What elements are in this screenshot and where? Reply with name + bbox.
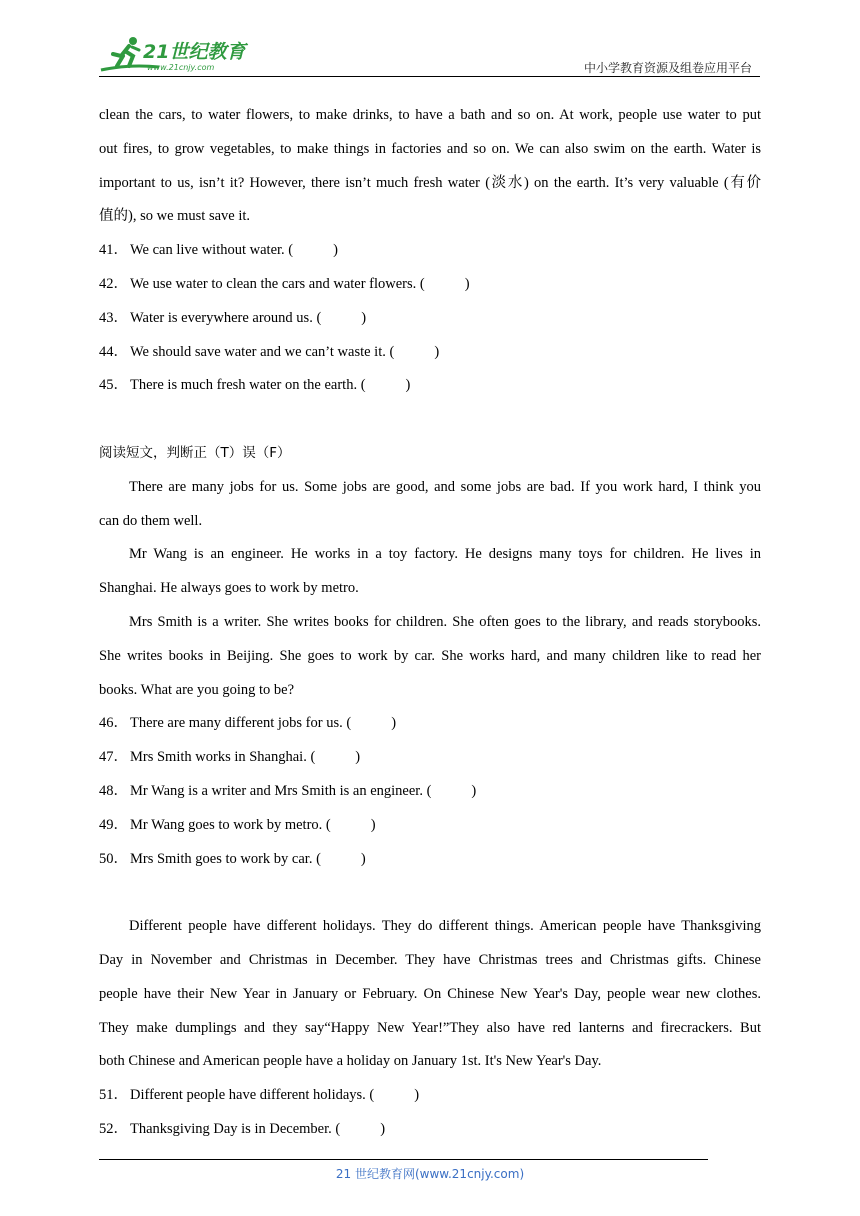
question-close: )	[405, 377, 411, 394]
question-number: 45．	[99, 377, 128, 394]
question-number: 41．	[99, 242, 128, 259]
question-close: )	[391, 715, 397, 732]
section-spacer	[99, 876, 761, 910]
question-number: 48．	[99, 782, 128, 799]
question-item	[99, 843, 761, 877]
question-number: 46．	[99, 715, 128, 732]
passage-line: There are many jobs for us. Some jobs are good, and some jobs are bad. If you work hard, I think you	[129, 478, 761, 495]
document-body	[99, 99, 761, 1147]
question-close: )	[361, 309, 367, 326]
question-text: Thanksgiving Day is in December. (	[130, 1120, 341, 1137]
questions-water	[99, 234, 761, 403]
logo-text: 21世纪教育	[143, 41, 246, 63]
question-text: We should save water and we can’t waste it. (	[130, 343, 395, 360]
question-item	[99, 1079, 761, 1113]
question-number: 43．	[99, 309, 128, 326]
question-text: Different people have different holidays. (	[130, 1087, 375, 1104]
passage-line: clean the cars, to water flowers, to make drinks, to have a bath and so on. At work, people use water to put	[99, 107, 761, 123]
question-close: )	[333, 242, 338, 259]
question-item	[99, 809, 761, 843]
question-text: Mrs Smith works in Shanghai. (	[130, 749, 316, 766]
logo-url: www.21cnjy.com	[147, 63, 215, 72]
passage-line: Mrs Smith is a writer. She writes books for children. She often goes to the library, and reads storybooks.	[129, 613, 761, 630]
passage-line: out fires, to grow vegetables, to make things in factories and so on. We can also swim on the earth. Water is	[99, 140, 761, 157]
page-footer: 21 世纪教育网(www.21cnjy.com)	[335, 1167, 525, 1181]
question-close: )	[360, 850, 366, 867]
question-item	[99, 268, 761, 302]
question-text: Mrs Smith goes to work by car. (	[130, 850, 321, 867]
footer-divider	[99, 1159, 708, 1160]
question-item	[99, 741, 761, 775]
question-close: )	[471, 782, 477, 799]
section-spacer	[99, 403, 761, 437]
question-number: 52．	[99, 1120, 128, 1137]
question-item	[99, 302, 761, 336]
passage-line: Mr Wang is an engineer. He works in a toy factory. He designs many toys for children. He lives in	[129, 546, 761, 563]
passage-line: Shanghai. He always goes to work by metro.	[99, 580, 359, 597]
question-number: 50．	[99, 850, 128, 867]
section-instruction: 阅读短文，判断正（T）误（F）	[99, 444, 291, 461]
question-number: 44．	[99, 343, 128, 360]
logo	[99, 34, 259, 74]
site-name: 中小学教育资源及组卷应用平台	[583, 61, 752, 75]
passage-jobs	[99, 437, 761, 707]
question-text: There are many different jobs for us. (	[130, 715, 352, 732]
passage-line: They make dumplings and they say“Happy New Year!”They also have red lanterns and firecrackers. But	[99, 1019, 761, 1036]
question-text: Water is everywhere around us. (	[130, 309, 322, 326]
question-close: )	[355, 749, 361, 766]
question-close: )	[414, 1087, 420, 1104]
passage-line: Day in November and Christmas in December. They have Christmas trees and Christmas gifts. Chinese	[99, 951, 761, 968]
passage-line: She writes books in Beijing. She goes to work by car. She works hard, and many children like to read her	[99, 647, 761, 664]
questions-holidays	[99, 1079, 761, 1147]
passage-line: can do them well.	[99, 512, 203, 529]
passage-line: important to us, isn’t it? However, there isn’t much fresh water (淡水) on the earth. It’s very valuable (有价	[99, 174, 761, 191]
question-item	[99, 234, 761, 268]
question-number: 42．	[99, 275, 128, 292]
question-item	[99, 707, 761, 741]
runner-logo-icon	[99, 34, 259, 74]
question-text: There is much fresh water on the earth. (	[130, 377, 366, 394]
page-header	[99, 30, 760, 78]
passage-line: Different people have different holidays. They do different things. American people have Thanksgiving	[129, 918, 761, 935]
question-text: Mr Wang is a writer and Mrs Smith is an engineer. (	[130, 782, 432, 799]
passage-line: both Chinese and American people have a holiday on January 1st. It's New Year's Day.	[99, 1053, 602, 1070]
question-close: )	[434, 343, 440, 360]
question-number: 49．	[99, 816, 128, 833]
header-divider	[99, 76, 760, 77]
passage-holidays	[99, 910, 761, 1079]
passage-line: books. What are you going to be?	[99, 681, 295, 698]
question-number: 51．	[99, 1087, 128, 1104]
question-close: )	[370, 816, 376, 833]
question-number: 47．	[99, 749, 128, 766]
question-item	[99, 775, 761, 809]
passage-line: people have their New Year in January or February. On Chinese New Year's Day, people wear new clothes.	[99, 985, 761, 1002]
question-text: Mr Wang goes to work by metro. (	[130, 816, 331, 833]
question-close: )	[380, 1120, 386, 1137]
question-item	[99, 369, 761, 403]
passage-water	[99, 99, 761, 234]
question-text: We use water to clean the cars and water flowers. (	[130, 275, 425, 292]
questions-jobs	[99, 707, 761, 876]
question-item	[99, 336, 761, 370]
passage-line: 值的), so we must save it.	[99, 208, 251, 225]
question-close: )	[464, 275, 470, 292]
question-text: We can live without water. (	[130, 242, 294, 259]
question-item	[99, 1113, 761, 1147]
